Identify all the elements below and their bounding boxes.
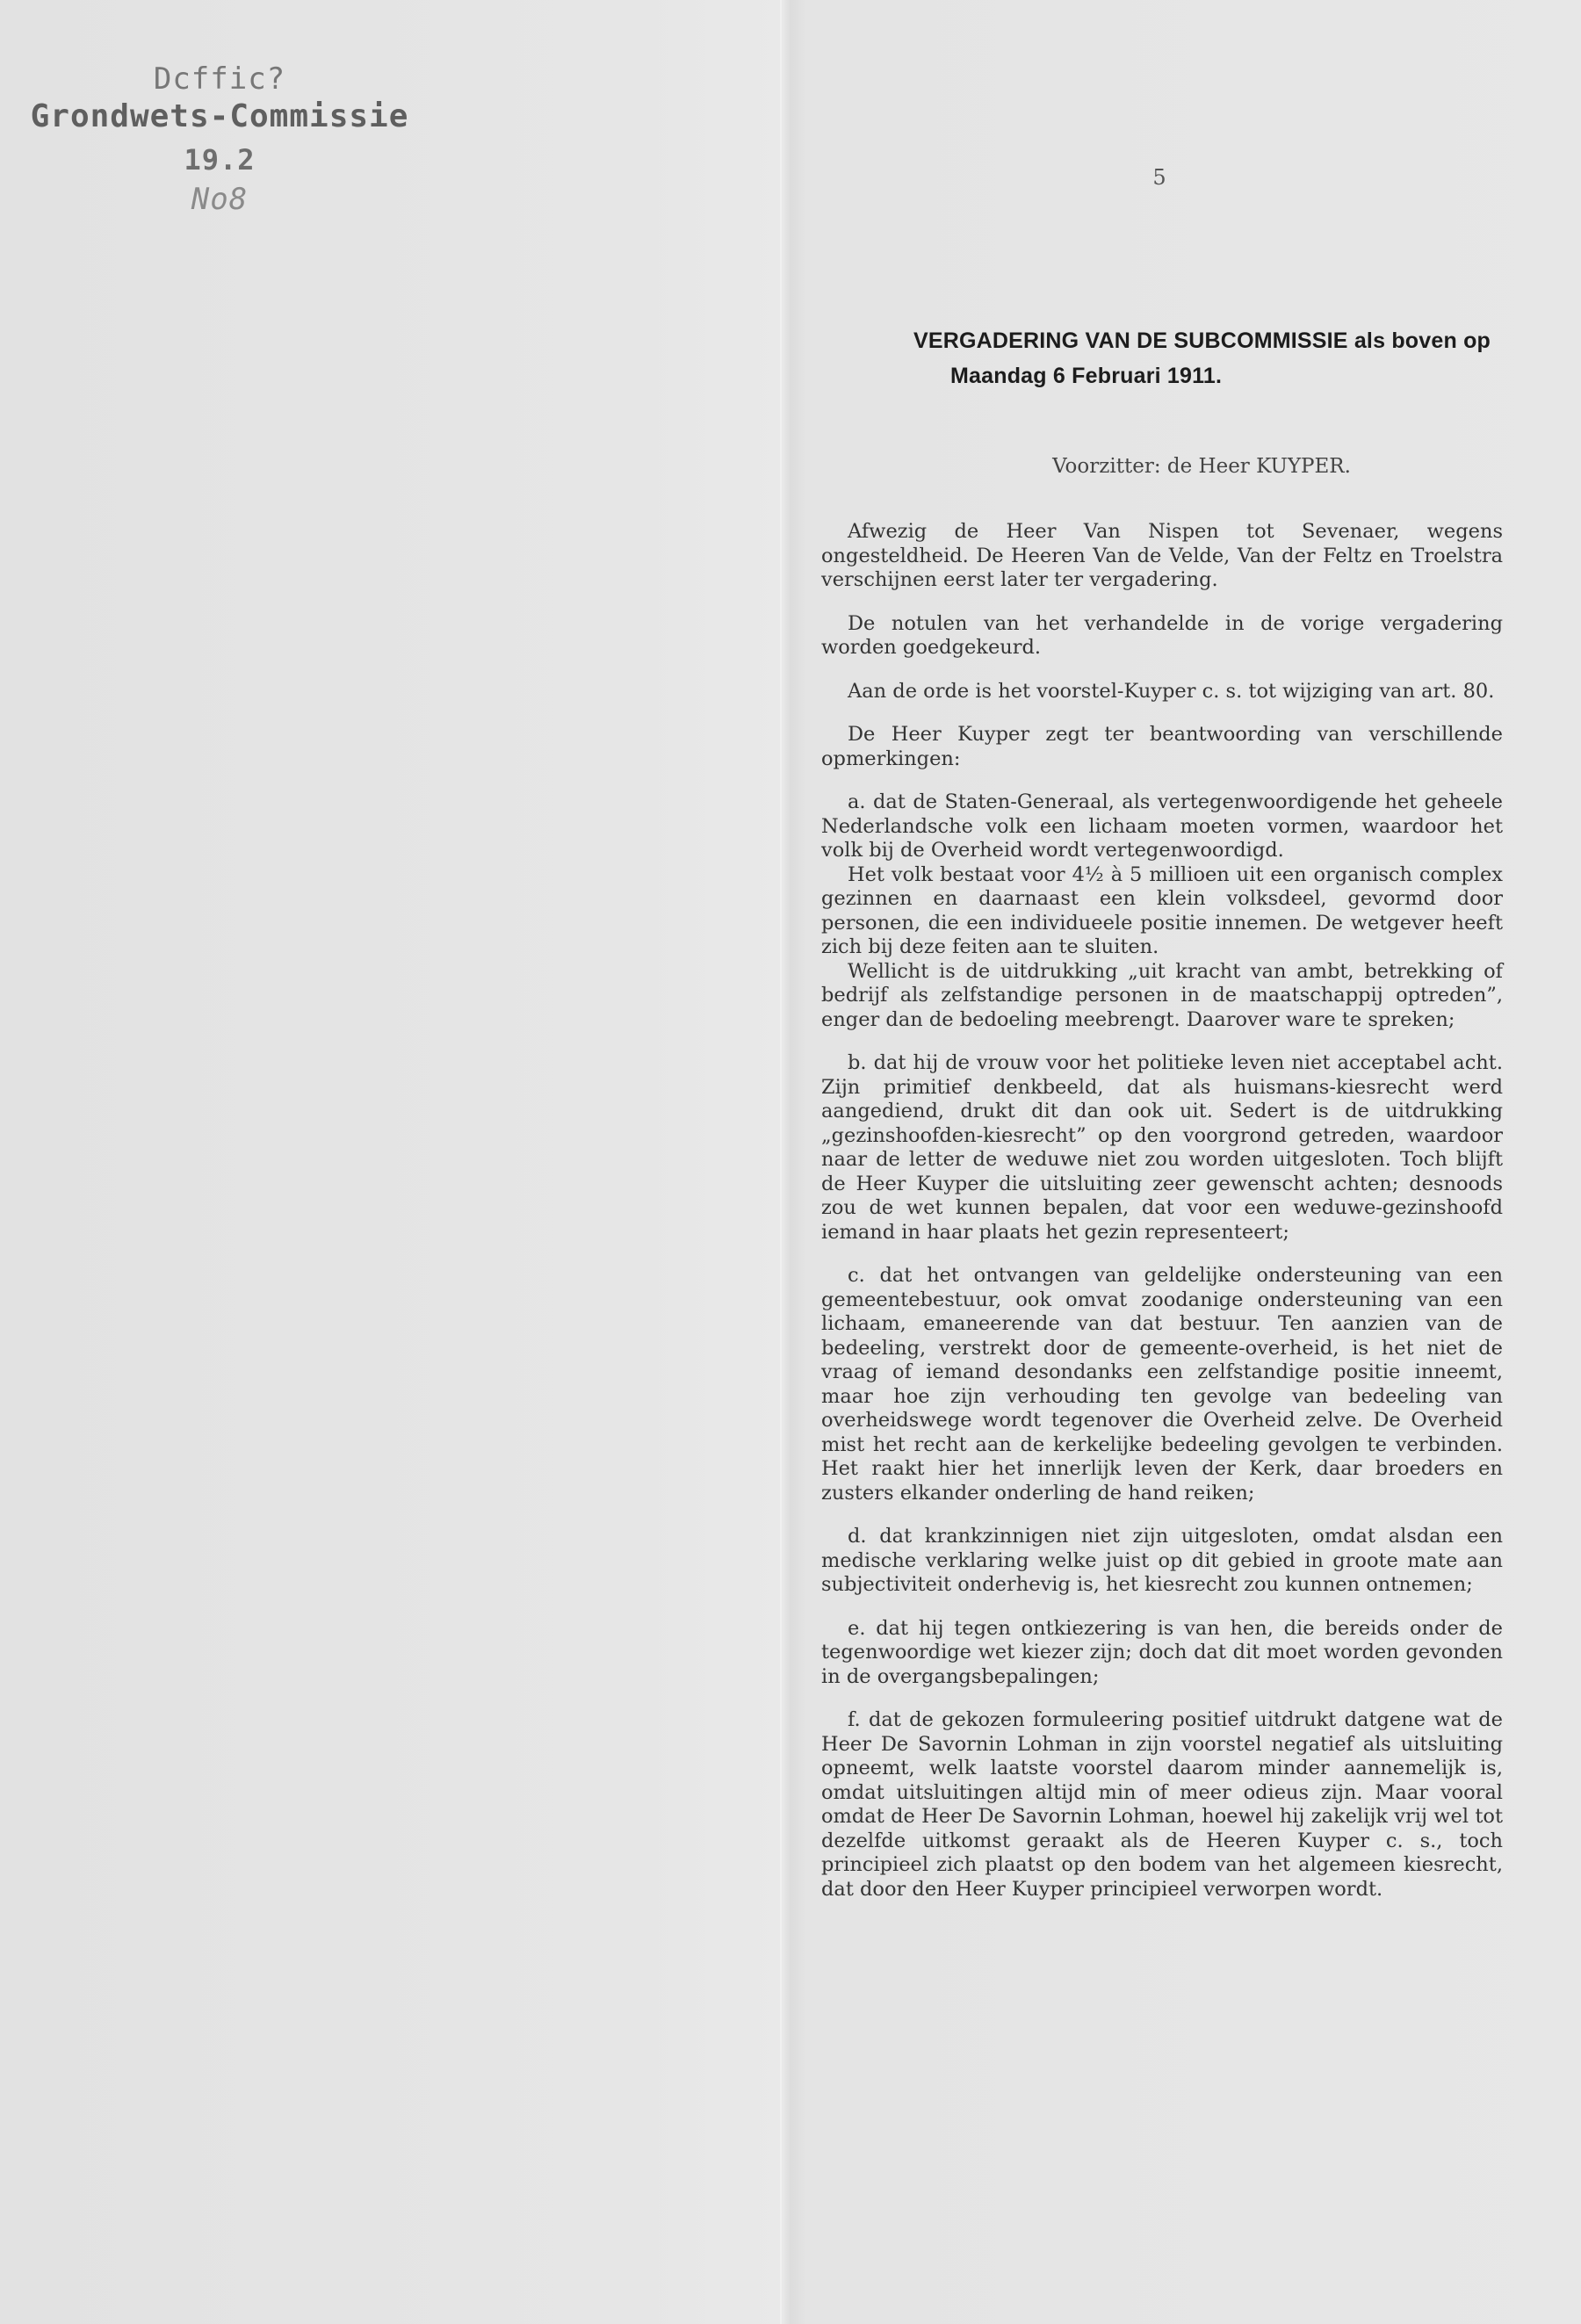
paragraph-a1: a. dat de Staten-Generaal, als vertegenwoordigende het geheele Nederlandsche volk een lichaam moeten vormen, waardoor het volk bij de Overheid wordt vertegenwoordigd. bbox=[821, 790, 1503, 862]
paragraph-b: b. dat hij de vrouw voor het politieke leven niet acceptabel acht. Zijn primitief denkbeeld, dat als huismans-kiesrecht werd aangediend, drukt dit dan ook uit. Sedert is de uitdrukking „gezinshoofden-kiesrecht” op den voorgrond getreden, waardoor naar de letter de weduwe niet zou worden uitgesloten. Toch blijft de Heer Kuyper die uitsluiting zeer gewenscht achten; desnoods zou de wet kunnen bepalen, dat voor een weduwe-gezinshoofd iemand in haar plaats het gezin representeert; bbox=[821, 1051, 1503, 1244]
paragraph-d: d. dat krankzinnigen niet zijn uitgesloten, omdat alsdan een medische verklaring welke juist op dit gebied in groote mate aan subjectiviteit onderhevig is, het kiesrecht zou kunnen ontnemen; bbox=[821, 1525, 1503, 1596]
stamp-line-4: No8 bbox=[191, 182, 249, 217]
heading-line-1: VERGADERING VAN DE SUBCOMMISSIE als boven op bbox=[913, 328, 1491, 353]
page-number: 5 bbox=[1152, 165, 1166, 190]
archive-stamp bbox=[26, 61, 413, 217]
paragraph-c: c. dat het ontvangen van geldelijke ondersteuning van een gemeentebestuur, ook omvat zoodanige ondersteuning van een lichaam, emaneerende van dat bestuur. Ten aanzien van de bedeeling, verstrekt door de gemeente-overheid, is het niet de vraag of iemand desondanks een zelfstandige positie inneemt, maar hoe zijn verhouding ten gevolge van bedeeling van overheidswege wordt tegenover die Overheid zelve. De Overheid mist het recht aan de kerkelijke bedeeling gevolgen te verbinden. Het raakt hier het innerlijk leven der Kerk, daar broeders en zusters elkander onderling de hand reiken; bbox=[821, 1264, 1503, 1505]
meeting-heading bbox=[913, 323, 1503, 393]
paragraph-a3: Wellicht is de uitdrukking „uit kracht van ambt, betrekking of bedrijf als zelfstandige personen in de maatschappij optreden”, enger dan de bedoeling meebrengt. Daarover ware te spreken; bbox=[821, 959, 1503, 1031]
page-fold bbox=[780, 0, 782, 2324]
paragraph-agenda: Aan de orde is het voorstel-Kuyper c. s. tot wijziging van art. 80. bbox=[848, 679, 1495, 703]
text-column bbox=[821, 323, 1503, 1921]
paragraph-f: f. dat de gekozen formuleering positief uitdrukt datgene wat de Heer De Savornin Lohman in zijn voorstel negatief als uitsluiting opneemt, welk laatste voorstel daarom minder aannemelijk is, omdat uitsluitingen altijd min of meer odieus zijn. Maar vooral omdat de Heer De Savornin Lohman, hoewel hij zakelijk vrij wel tot dezelfde uitkomst geraakt als de Heeren Kuyper c. s., toch principieel zich plaatst op den bodem van het algemeen kiesrecht, dat door den Heer Kuyper principieel verworpen wordt. bbox=[821, 1708, 1503, 1901]
stamp-line-1: Dcffic? bbox=[153, 61, 286, 97]
chairman-line: Voorzitter: de Heer KUYPER. bbox=[1052, 455, 1351, 478]
stamp-line-2: Grondwets-Commissie bbox=[30, 98, 409, 134]
paragraph-intro: De Heer Kuyper zegt ter beantwoording van verschillende opmerkingen: bbox=[821, 723, 1503, 770]
paragraph-absent: Afwezig de Heer Van Nispen tot Sevenaer, wegens ongesteldheid. De Heeren Van de Velde, Van der Feltz en Troelstra verschijnen eerst later ter vergadering. bbox=[821, 520, 1503, 591]
paragraph-a2: Het volk bestaat voor 4½ à 5 millioen uit een organisch complex gezinnen en daarnaast een klein volksdeel, gevormd door personen, die een individueele positie innemen. De wetgever heeft zich bij deze feiten aan te sluiten. bbox=[821, 862, 1503, 958]
paragraph-e: e. dat hij tegen ontkiezering is van hen, die bereids onder de tegenwoordige wet kiezer zijn; doch dat dit moet worden gevonden in de overgangsbepalingen; bbox=[821, 1616, 1503, 1688]
stamp-line-3: 19.2 bbox=[184, 143, 256, 177]
paragraph-minutes: De notulen van het verhandelde in de vorige vergadering worden goedgekeurd. bbox=[821, 611, 1503, 659]
heading-line-2: Maandag 6 Februari 1911. bbox=[950, 364, 1223, 388]
